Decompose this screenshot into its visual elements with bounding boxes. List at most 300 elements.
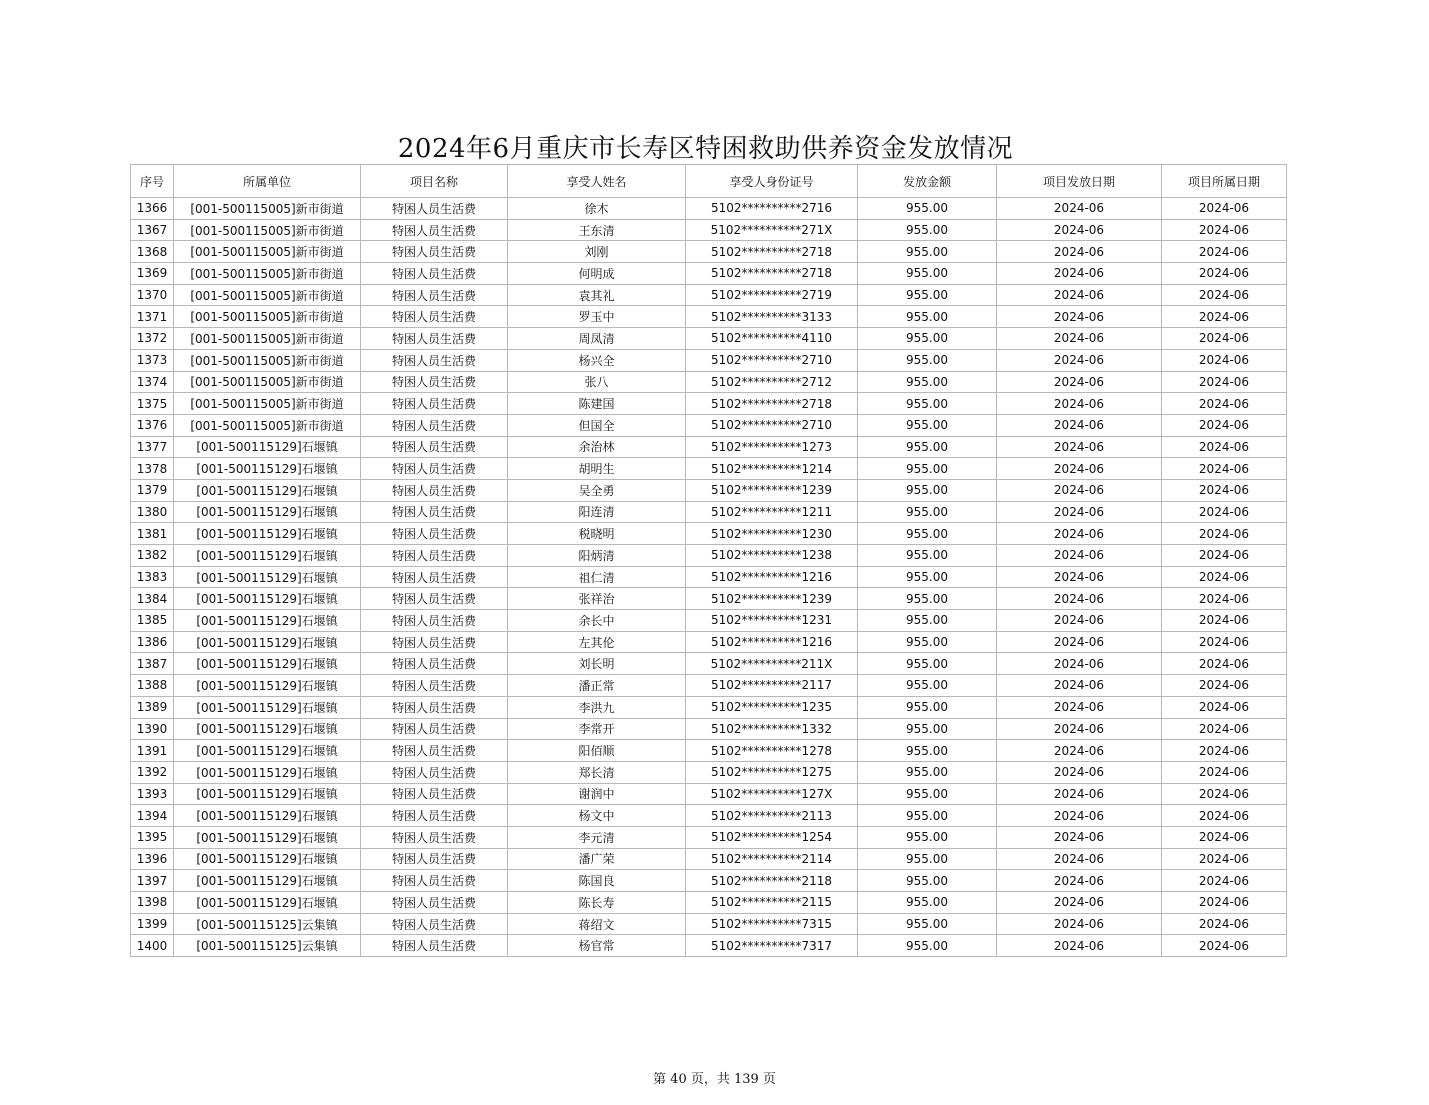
table-row — [131, 328, 1287, 350]
header-period-date: 项目所属日期 — [1162, 165, 1287, 198]
cell-recipient-name: 谢润中 — [508, 783, 686, 805]
cell-unit: [001-500115129]石堰镇 — [174, 826, 361, 848]
table-row — [131, 696, 1287, 718]
cell-issue-date: 2024-06 — [997, 219, 1162, 241]
cell-unit: [001-500115125]云集镇 — [174, 913, 361, 935]
cell-amount: 955.00 — [858, 436, 997, 458]
cell-unit: [001-500115125]云集镇 — [174, 935, 361, 957]
cell-issue-date: 2024-06 — [997, 263, 1162, 285]
cell-issue-date: 2024-06 — [997, 328, 1162, 350]
cell-unit: [001-500115005]新市街道 — [174, 306, 361, 328]
cell-period-date: 2024-06 — [1162, 436, 1287, 458]
cell-issue-date: 2024-06 — [997, 870, 1162, 892]
cell-index: 1373 — [131, 349, 174, 371]
table-row — [131, 740, 1287, 762]
cell-period-date: 2024-06 — [1162, 458, 1287, 480]
cell-unit: [001-500115129]石堰镇 — [174, 653, 361, 675]
cell-issue-date: 2024-06 — [997, 198, 1162, 220]
cell-unit: [001-500115129]石堰镇 — [174, 892, 361, 914]
cell-issue-date: 2024-06 — [997, 696, 1162, 718]
cell-amount: 955.00 — [858, 892, 997, 914]
cell-period-date: 2024-06 — [1162, 610, 1287, 632]
cell-amount: 955.00 — [858, 588, 997, 610]
table-row — [131, 935, 1287, 957]
cell-amount: 955.00 — [858, 870, 997, 892]
cell-recipient-name: 杨兴全 — [508, 349, 686, 371]
cell-issue-date: 2024-06 — [997, 610, 1162, 632]
table-row — [131, 848, 1287, 870]
cell-project: 特困人员生活费 — [361, 870, 508, 892]
cell-recipient-name: 徐木 — [508, 198, 686, 220]
cell-project: 特困人员生活费 — [361, 241, 508, 263]
cell-unit: [001-500115129]石堰镇 — [174, 718, 361, 740]
cell-period-date: 2024-06 — [1162, 935, 1287, 957]
header-recipient-name: 享受人姓名 — [508, 165, 686, 198]
cell-issue-date: 2024-06 — [997, 436, 1162, 458]
table-row — [131, 306, 1287, 328]
cell-recipient-name: 阳炳清 — [508, 545, 686, 567]
cell-amount: 955.00 — [858, 349, 997, 371]
cell-period-date: 2024-06 — [1162, 675, 1287, 697]
cell-project: 特困人员生活费 — [361, 545, 508, 567]
table-row — [131, 523, 1287, 545]
cell-recipient-name: 吴全勇 — [508, 479, 686, 501]
cell-recipient-name: 余治林 — [508, 436, 686, 458]
cell-amount: 955.00 — [858, 284, 997, 306]
cell-id-number: 5102**********2716 — [686, 198, 858, 220]
cell-recipient-name: 杨文中 — [508, 805, 686, 827]
cell-unit: [001-500115129]石堰镇 — [174, 501, 361, 523]
cell-project: 特困人员生活费 — [361, 479, 508, 501]
cell-index: 1367 — [131, 219, 174, 241]
cell-id-number: 5102**********211X — [686, 653, 858, 675]
cell-amount: 955.00 — [858, 501, 997, 523]
cell-project: 特困人员生活费 — [361, 588, 508, 610]
cell-unit: [001-500115129]石堰镇 — [174, 566, 361, 588]
cell-unit: [001-500115129]石堰镇 — [174, 848, 361, 870]
cell-index: 1370 — [131, 284, 174, 306]
cell-amount: 955.00 — [858, 653, 997, 675]
cell-issue-date: 2024-06 — [997, 349, 1162, 371]
cell-index: 1379 — [131, 479, 174, 501]
table-header-row — [131, 165, 1287, 198]
cell-unit: [001-500115129]石堰镇 — [174, 696, 361, 718]
cell-unit: [001-500115129]石堰镇 — [174, 761, 361, 783]
cell-period-date: 2024-06 — [1162, 393, 1287, 415]
cell-amount: 955.00 — [858, 740, 997, 762]
table-row — [131, 479, 1287, 501]
cell-index: 1388 — [131, 675, 174, 697]
table-row — [131, 198, 1287, 220]
table-row — [131, 783, 1287, 805]
cell-issue-date: 2024-06 — [997, 371, 1162, 393]
cell-amount: 955.00 — [858, 241, 997, 263]
cell-amount: 955.00 — [858, 805, 997, 827]
cell-index: 1375 — [131, 393, 174, 415]
cell-recipient-name: 刘长明 — [508, 653, 686, 675]
cell-project: 特困人员生活费 — [361, 783, 508, 805]
cell-recipient-name: 蒋绍文 — [508, 913, 686, 935]
cell-recipient-name: 李常开 — [508, 718, 686, 740]
cell-index: 1378 — [131, 458, 174, 480]
cell-issue-date: 2024-06 — [997, 414, 1162, 436]
table-row — [131, 458, 1287, 480]
cell-index: 1390 — [131, 718, 174, 740]
cell-project: 特困人员生活费 — [361, 826, 508, 848]
cell-issue-date: 2024-06 — [997, 501, 1162, 523]
cell-unit: [001-500115005]新市街道 — [174, 241, 361, 263]
cell-index: 1386 — [131, 631, 174, 653]
cell-project: 特困人员生活费 — [361, 675, 508, 697]
cell-amount: 955.00 — [858, 913, 997, 935]
cell-issue-date: 2024-06 — [997, 284, 1162, 306]
cell-issue-date: 2024-06 — [997, 892, 1162, 914]
cell-period-date: 2024-06 — [1162, 219, 1287, 241]
cell-unit: [001-500115005]新市街道 — [174, 393, 361, 415]
cell-recipient-name: 袁其礼 — [508, 284, 686, 306]
cell-issue-date: 2024-06 — [997, 631, 1162, 653]
table-row — [131, 414, 1287, 436]
table-row — [131, 371, 1287, 393]
cell-project: 特困人员生活费 — [361, 414, 508, 436]
cell-index: 1396 — [131, 848, 174, 870]
cell-unit: [001-500115129]石堰镇 — [174, 870, 361, 892]
cell-index: 1393 — [131, 783, 174, 805]
cell-id-number: 5102**********2118 — [686, 870, 858, 892]
cell-amount: 955.00 — [858, 328, 997, 350]
header-project: 项目名称 — [361, 165, 508, 198]
cell-id-number: 5102**********127X — [686, 783, 858, 805]
cell-project: 特困人员生活费 — [361, 805, 508, 827]
table-row — [131, 761, 1287, 783]
cell-project: 特困人员生活费 — [361, 913, 508, 935]
cell-unit: [001-500115129]石堰镇 — [174, 675, 361, 697]
table-row — [131, 545, 1287, 567]
cell-index: 1399 — [131, 913, 174, 935]
cell-id-number: 5102**********1214 — [686, 458, 858, 480]
cell-project: 特困人员生活费 — [361, 328, 508, 350]
table-row — [131, 588, 1287, 610]
header-id-number: 享受人身份证号 — [686, 165, 858, 198]
cell-period-date: 2024-06 — [1162, 523, 1287, 545]
cell-id-number: 5102**********2710 — [686, 414, 858, 436]
cell-project: 特困人员生活费 — [361, 458, 508, 480]
cell-recipient-name: 陈建国 — [508, 393, 686, 415]
cell-id-number: 5102**********2719 — [686, 284, 858, 306]
cell-id-number: 5102**********1254 — [686, 826, 858, 848]
cell-period-date: 2024-06 — [1162, 870, 1287, 892]
cell-period-date: 2024-06 — [1162, 696, 1287, 718]
cell-project: 特困人员生活费 — [361, 284, 508, 306]
cell-amount: 955.00 — [858, 198, 997, 220]
cell-recipient-name: 张祥治 — [508, 588, 686, 610]
cell-amount: 955.00 — [858, 848, 997, 870]
header-issue-date: 项目发放日期 — [997, 165, 1162, 198]
cell-recipient-name: 祖仁清 — [508, 566, 686, 588]
cell-amount: 955.00 — [858, 631, 997, 653]
table-row — [131, 501, 1287, 523]
cell-unit: [001-500115005]新市街道 — [174, 284, 361, 306]
cell-period-date: 2024-06 — [1162, 198, 1287, 220]
cell-recipient-name: 李洪九 — [508, 696, 686, 718]
cell-period-date: 2024-06 — [1162, 913, 1287, 935]
table-row — [131, 610, 1287, 632]
cell-index: 1372 — [131, 328, 174, 350]
cell-amount: 955.00 — [858, 935, 997, 957]
cell-amount: 955.00 — [858, 393, 997, 415]
cell-id-number: 5102**********2712 — [686, 371, 858, 393]
cell-recipient-name: 李元清 — [508, 826, 686, 848]
cell-recipient-name: 郑长清 — [508, 761, 686, 783]
cell-amount: 955.00 — [858, 783, 997, 805]
cell-issue-date: 2024-06 — [997, 306, 1162, 328]
cell-id-number: 5102**********4110 — [686, 328, 858, 350]
cell-period-date: 2024-06 — [1162, 306, 1287, 328]
cell-id-number: 5102**********1211 — [686, 501, 858, 523]
cell-issue-date: 2024-06 — [997, 675, 1162, 697]
cell-index: 1395 — [131, 826, 174, 848]
cell-period-date: 2024-06 — [1162, 761, 1287, 783]
cell-recipient-name: 胡明生 — [508, 458, 686, 480]
cell-id-number: 5102**********271X — [686, 219, 858, 241]
cell-id-number: 5102**********2710 — [686, 349, 858, 371]
table-row — [131, 870, 1287, 892]
cell-index: 1391 — [131, 740, 174, 762]
table-row — [131, 805, 1287, 827]
cell-id-number: 5102**********2718 — [686, 263, 858, 285]
cell-unit: [001-500115005]新市街道 — [174, 219, 361, 241]
table-row — [131, 913, 1287, 935]
table-row — [131, 631, 1287, 653]
cell-index: 1382 — [131, 545, 174, 567]
cell-project: 特困人员生活费 — [361, 523, 508, 545]
cell-issue-date: 2024-06 — [997, 458, 1162, 480]
cell-recipient-name: 杨官常 — [508, 935, 686, 957]
cell-period-date: 2024-06 — [1162, 718, 1287, 740]
cell-period-date: 2024-06 — [1162, 263, 1287, 285]
cell-project: 特困人员生活费 — [361, 610, 508, 632]
cell-id-number: 5102**********1332 — [686, 718, 858, 740]
cell-amount: 955.00 — [858, 566, 997, 588]
cell-period-date: 2024-06 — [1162, 653, 1287, 675]
cell-unit: [001-500115005]新市街道 — [174, 328, 361, 350]
cell-id-number: 5102**********1231 — [686, 610, 858, 632]
cell-index: 1374 — [131, 371, 174, 393]
cell-recipient-name: 何明成 — [508, 263, 686, 285]
cell-issue-date: 2024-06 — [997, 545, 1162, 567]
cell-period-date: 2024-06 — [1162, 371, 1287, 393]
cell-project: 特困人员生活费 — [361, 198, 508, 220]
cell-unit: [001-500115129]石堰镇 — [174, 479, 361, 501]
page-footer: 第 40 页，共 139 页 — [653, 1072, 776, 1087]
cell-amount: 955.00 — [858, 696, 997, 718]
cell-issue-date: 2024-06 — [997, 761, 1162, 783]
cell-amount: 955.00 — [858, 263, 997, 285]
cell-unit: [001-500115129]石堰镇 — [174, 545, 361, 567]
cell-amount: 955.00 — [858, 523, 997, 545]
cell-id-number: 5102**********2718 — [686, 241, 858, 263]
cell-amount: 955.00 — [858, 675, 997, 697]
cell-unit: [001-500115005]新市街道 — [174, 414, 361, 436]
disbursement-table — [130, 164, 1287, 957]
cell-project: 特困人员生活费 — [361, 306, 508, 328]
cell-period-date: 2024-06 — [1162, 848, 1287, 870]
cell-period-date: 2024-06 — [1162, 284, 1287, 306]
cell-index: 1394 — [131, 805, 174, 827]
cell-recipient-name: 周凤清 — [508, 328, 686, 350]
cell-recipient-name: 左其伦 — [508, 631, 686, 653]
cell-unit: [001-500115129]石堰镇 — [174, 436, 361, 458]
cell-project: 特困人员生活费 — [361, 371, 508, 393]
cell-recipient-name: 陈国良 — [508, 870, 686, 892]
table-row — [131, 241, 1287, 263]
cell-unit: [001-500115129]石堰镇 — [174, 631, 361, 653]
cell-period-date: 2024-06 — [1162, 414, 1287, 436]
cell-unit: [001-500115129]石堰镇 — [174, 610, 361, 632]
cell-amount: 955.00 — [858, 414, 997, 436]
table-row — [131, 826, 1287, 848]
header-amount: 发放金额 — [858, 165, 997, 198]
table-row — [131, 653, 1287, 675]
cell-id-number: 5102**********2117 — [686, 675, 858, 697]
cell-project: 特困人员生活费 — [361, 696, 508, 718]
cell-index: 1377 — [131, 436, 174, 458]
cell-index: 1383 — [131, 566, 174, 588]
cell-project: 特困人员生活费 — [361, 566, 508, 588]
cell-project: 特困人员生活费 — [361, 848, 508, 870]
cell-period-date: 2024-06 — [1162, 241, 1287, 263]
cell-unit: [001-500115129]石堰镇 — [174, 783, 361, 805]
cell-project: 特困人员生活费 — [361, 263, 508, 285]
cell-amount: 955.00 — [858, 761, 997, 783]
cell-amount: 955.00 — [858, 718, 997, 740]
cell-period-date: 2024-06 — [1162, 349, 1287, 371]
cell-project: 特困人员生活费 — [361, 631, 508, 653]
cell-project: 特困人员生活费 — [361, 501, 508, 523]
cell-recipient-name: 张八 — [508, 371, 686, 393]
cell-id-number: 5102**********2114 — [686, 848, 858, 870]
cell-issue-date: 2024-06 — [997, 740, 1162, 762]
cell-id-number: 5102**********2718 — [686, 393, 858, 415]
cell-id-number: 5102**********1273 — [686, 436, 858, 458]
cell-unit: [001-500115129]石堰镇 — [174, 588, 361, 610]
cell-index: 1387 — [131, 653, 174, 675]
cell-period-date: 2024-06 — [1162, 892, 1287, 914]
cell-id-number: 5102**********1278 — [686, 740, 858, 762]
cell-project: 特困人员生活费 — [361, 393, 508, 415]
cell-recipient-name: 但国全 — [508, 414, 686, 436]
cell-project: 特困人员生活费 — [361, 935, 508, 957]
cell-id-number: 5102**********2115 — [686, 892, 858, 914]
table-row — [131, 892, 1287, 914]
table-row — [131, 219, 1287, 241]
cell-index: 1385 — [131, 610, 174, 632]
cell-recipient-name: 陈长寿 — [508, 892, 686, 914]
cell-issue-date: 2024-06 — [997, 935, 1162, 957]
header-index: 序号 — [131, 165, 174, 198]
cell-index: 1389 — [131, 696, 174, 718]
cell-unit: [001-500115129]石堰镇 — [174, 805, 361, 827]
cell-period-date: 2024-06 — [1162, 631, 1287, 653]
table-row — [131, 349, 1287, 371]
cell-id-number: 5102**********3133 — [686, 306, 858, 328]
cell-issue-date: 2024-06 — [997, 523, 1162, 545]
cell-index: 1376 — [131, 414, 174, 436]
cell-index: 1384 — [131, 588, 174, 610]
cell-amount: 955.00 — [858, 545, 997, 567]
cell-index: 1381 — [131, 523, 174, 545]
cell-unit: [001-500115005]新市街道 — [174, 349, 361, 371]
cell-issue-date: 2024-06 — [997, 848, 1162, 870]
cell-index: 1371 — [131, 306, 174, 328]
cell-project: 特困人员生活费 — [361, 349, 508, 371]
cell-index: 1368 — [131, 241, 174, 263]
cell-period-date: 2024-06 — [1162, 826, 1287, 848]
cell-id-number: 5102**********1275 — [686, 761, 858, 783]
cell-id-number: 5102**********2113 — [686, 805, 858, 827]
cell-amount: 955.00 — [858, 610, 997, 632]
cell-issue-date: 2024-06 — [997, 393, 1162, 415]
cell-amount: 955.00 — [858, 826, 997, 848]
header-unit: 所属单位 — [174, 165, 361, 198]
cell-recipient-name: 王东清 — [508, 219, 686, 241]
cell-amount: 955.00 — [858, 371, 997, 393]
cell-period-date: 2024-06 — [1162, 783, 1287, 805]
cell-index: 1397 — [131, 870, 174, 892]
page-title: 2024年6月重庆市长寿区特困救助供养资金发放情况 — [397, 134, 1014, 164]
cell-id-number: 5102**********1216 — [686, 631, 858, 653]
cell-issue-date: 2024-06 — [997, 826, 1162, 848]
cell-amount: 955.00 — [858, 458, 997, 480]
cell-index: 1369 — [131, 263, 174, 285]
cell-recipient-name: 潘正常 — [508, 675, 686, 697]
cell-project: 特困人员生活费 — [361, 718, 508, 740]
cell-id-number: 5102**********7317 — [686, 935, 858, 957]
cell-issue-date: 2024-06 — [997, 805, 1162, 827]
cell-index: 1392 — [131, 761, 174, 783]
cell-project: 特困人员生活费 — [361, 761, 508, 783]
cell-index: 1366 — [131, 198, 174, 220]
cell-unit: [001-500115129]石堰镇 — [174, 458, 361, 480]
cell-id-number: 5102**********1230 — [686, 523, 858, 545]
cell-period-date: 2024-06 — [1162, 479, 1287, 501]
table-row — [131, 675, 1287, 697]
table-row — [131, 393, 1287, 415]
cell-recipient-name: 刘刚 — [508, 241, 686, 263]
cell-recipient-name: 阳连清 — [508, 501, 686, 523]
cell-recipient-name: 余长中 — [508, 610, 686, 632]
cell-period-date: 2024-06 — [1162, 328, 1287, 350]
table-row — [131, 718, 1287, 740]
cell-issue-date: 2024-06 — [997, 588, 1162, 610]
cell-issue-date: 2024-06 — [997, 718, 1162, 740]
cell-recipient-name: 税晓明 — [508, 523, 686, 545]
cell-unit: [001-500115129]石堰镇 — [174, 523, 361, 545]
cell-id-number: 5102**********7315 — [686, 913, 858, 935]
cell-unit: [001-500115005]新市街道 — [174, 198, 361, 220]
cell-id-number: 5102**********1216 — [686, 566, 858, 588]
cell-issue-date: 2024-06 — [997, 783, 1162, 805]
cell-id-number: 5102**********1238 — [686, 545, 858, 567]
cell-id-number: 5102**********1235 — [686, 696, 858, 718]
cell-index: 1400 — [131, 935, 174, 957]
cell-period-date: 2024-06 — [1162, 805, 1287, 827]
cell-id-number: 5102**********1239 — [686, 588, 858, 610]
cell-period-date: 2024-06 — [1162, 545, 1287, 567]
cell-recipient-name: 阳佰顺 — [508, 740, 686, 762]
cell-project: 特困人员生活费 — [361, 219, 508, 241]
cell-issue-date: 2024-06 — [997, 913, 1162, 935]
